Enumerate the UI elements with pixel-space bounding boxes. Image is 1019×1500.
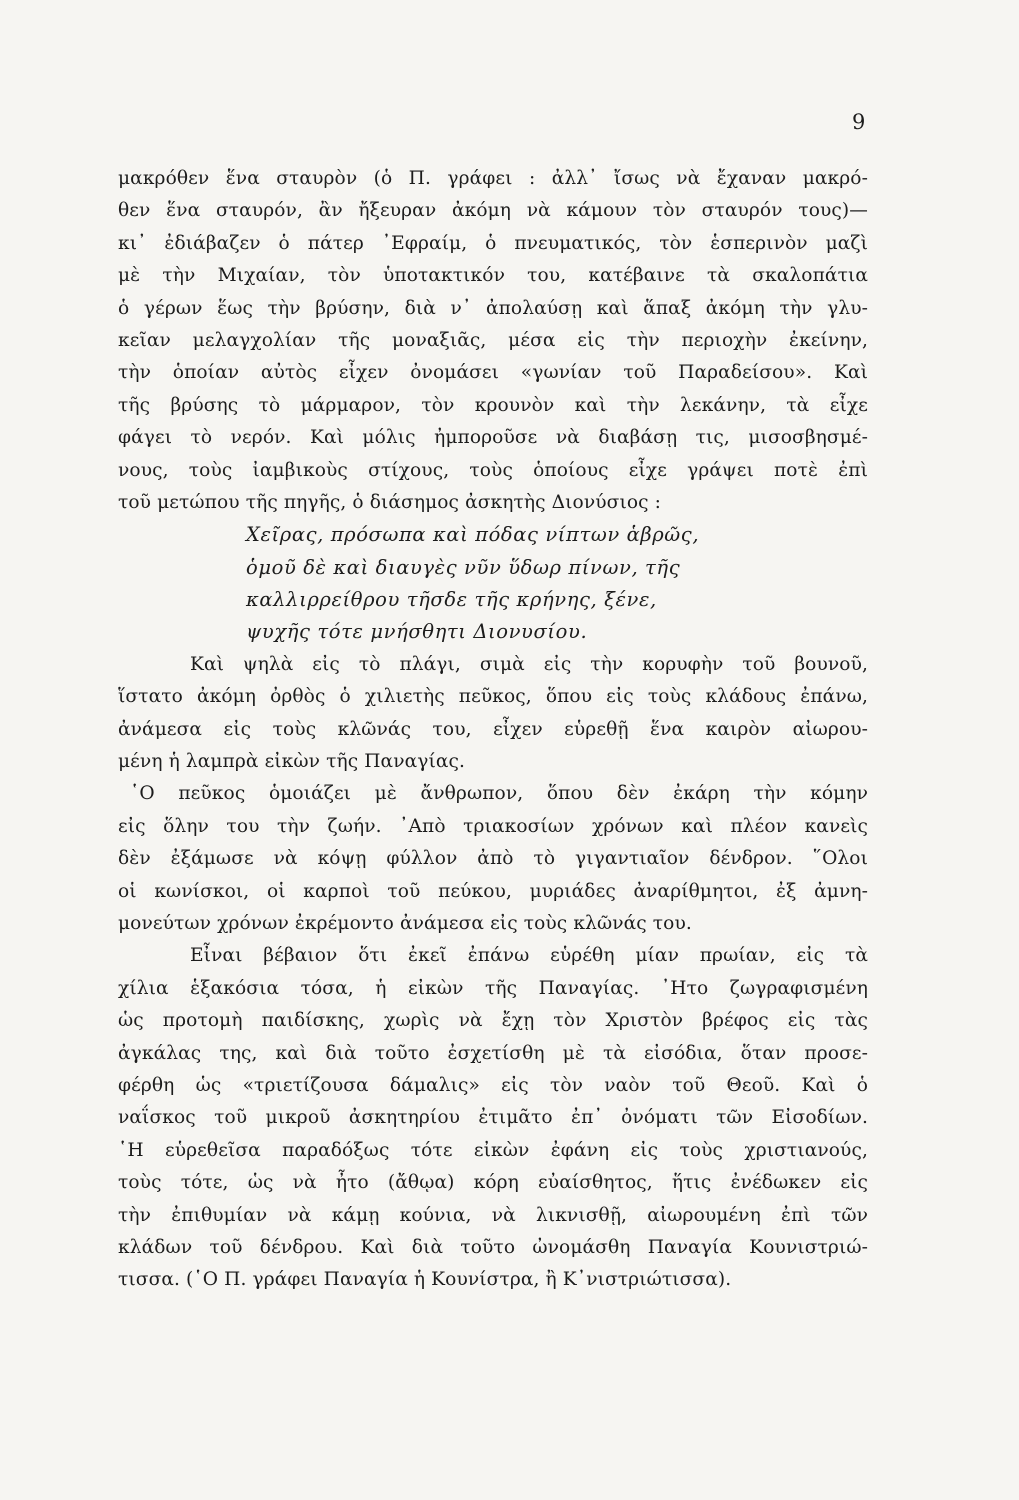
text-line: Εἶναι βέβαιον ὅτι ἐκεῖ ἐπάνω εὑρέθη μίαν πρωίαν, εἰς τὰ (190, 945, 868, 967)
verse-line: ψυχῆς τότε μνήσθητι Διονυσίου. (246, 620, 588, 644)
text-line: κεῖαν μελαγχολίαν τῆς μοναξιᾶς, μέσα εἰς τὴν περιοχὴν ἐκείνην, (118, 329, 868, 351)
text-line: ἀνάμεσα εἰς τοὺς κλῶνάς του, εἶχεν εὑρεθῇ ἕνα καιρὸν αἰωρου- (118, 718, 868, 740)
text-line: μένη ἡ λαμπρὰ εἰκὼν τῆς Παναγίας. (118, 751, 466, 773)
text-line: ναΐσκος τοῦ μικροῦ ἀσκητηρίου ἐτιμᾶτο ἐπ᾽ ὀνόματι τῶν Εἰσοδίων. (118, 1107, 868, 1129)
text-line: τοῦ μετώπου τῆς πηγῆς, ὁ διάσημος ἀσκητὴς Διονύσιος : (118, 491, 662, 513)
text-line: οἱ κωνίσκοι, οἱ καρποὶ τοῦ πεύκου, μυριάδες ἀναρίθμητοι, ἐξ ἀμνη- (118, 880, 868, 902)
text-line: φάγει τὸ νερόν. Καὶ μόλις ἠμποροῦσε νὰ διαβάσῃ τις, μισοσβησμέ- (118, 427, 868, 449)
text-line: δὲν ἐξάμωσε νὰ κόψῃ φύλλον ἀπὸ τὸ γιγαντιαῖον δένδρον. ῞Ολοι (118, 848, 868, 870)
body-text (118, 163, 868, 1297)
text-line: τῆς βρύσης τὸ μάρμαρον, τὸν κρουνὸν καὶ τὴν λεκάνην, τὰ εἶχε (118, 394, 868, 416)
text-line: τὴν ὁποίαν αὐτὸς εἶχεν ὀνομάσει «γωνίαν τοῦ Παραδείσου». Καὶ (118, 362, 868, 384)
verse-line: Χεῖρας, πρόσωπα καὶ πόδας νίπτων ἁβρῶς, (246, 523, 700, 547)
text-line: νους, τοὺς ἰαμβικοὺς στίχους, τοὺς ὁποίους εἶχε γράψει ποτὲ ἐπὶ (118, 459, 868, 481)
text-line: ἀγκάλας της, καὶ διὰ τοῦτο ἐσχετίσθη μὲ τὰ εἰσόδια, ὅταν προσε- (118, 1042, 868, 1064)
text-line: μονεύτων χρόνων ἐκρέμοντο ἀνάμεσα εἰς τοὺς κλῶνάς του. (118, 912, 692, 934)
text-line: ὡς προτομὴ παιδίσκης, χωρὶς νὰ ἔχῃ τὸν Χριστὸν βρέφος εἰς τὰς (118, 1010, 868, 1032)
text-line: ὁ γέρων ἕως τὴν βρύσην, διὰ ν᾽ ἀπολαύσῃ καὶ ἅπαξ ἀκόμη τὴν γλυ- (118, 297, 868, 319)
text-line: κλάδων τοῦ δένδρου. Καὶ διὰ τοῦτο ὠνομάσθη Παναγία Κουνιστριώ- (118, 1236, 868, 1258)
text-line: ἵστατο ἀκόμη ὀρθὸς ὁ χιλιετὴς πεῦκος, ὅπου εἰς τοὺς κλάδους ἐπάνω, (118, 686, 868, 708)
text-line: τοὺς τότε, ὡς νὰ ἦτο (ἄθῳα) κόρη εὐαίσθητος, ἥτις ἐνέδωκεν εἰς (118, 1172, 868, 1194)
text-line: κι᾽ ἐδιάβαζεν ὁ πάτερ ᾽Εφραίμ, ὁ πνευματικός, τὸν ἑσπερινὸν μαζὶ (118, 232, 868, 254)
text-line: εἰς ὅλην του τὴν ζωήν. ᾽Απὸ τριακοσίων χρόνων καὶ πλέον κανεὶς (118, 815, 868, 837)
text-line: φέρθη ὡς «τριετίζουσα δάμαλις» εἰς τὸν ναὸν τοῦ Θεοῦ. Καὶ ὁ (118, 1074, 868, 1096)
text-line: Καὶ ψηλὰ εἰς τὸ πλάγι, σιμὰ εἰς τὴν κορυφὴν τοῦ βουνοῦ, (190, 653, 868, 675)
text-line: μὲ τὴν Μιχαίαν, τὸν ὑποτακτικόν του, κατέβαινε τὰ σκαλοπάτια (118, 265, 868, 287)
text-line: ῾Η εὑρεθεῖσα παραδόξως τότε εἰκὼν ἐφάνη εἰς τοὺς χριστιανούς, (118, 1139, 868, 1161)
text-line: τισσα. (῾Ο Π. γράφει Παναγία ἡ Κουνίστρα, ἢ Κ᾽νιστριώτισσα). (118, 1269, 732, 1291)
text-line: ῾Ο πεῦκος ὁμοιάζει μὲ ἄνθρωπον, ὅπου δὲν ἐκάρη τὴν κόμην (130, 783, 868, 805)
text-line: θεν ἕνα σταυρόν, ἂν ἤξευραν ἀκόμη νὰ κάμουν τὸν σταυρόν τους)— (118, 200, 868, 222)
text-line: χίλια ἑξακόσια τόσα, ἡ εἰκὼν τῆς Παναγίας. ᾽Ητο ζωγραφισμένη (118, 977, 868, 999)
page-number: 9 (852, 110, 866, 134)
verse-line: καλλιρρείθρου τῆσδε τῆς κρήνης, ξένε, (246, 588, 657, 612)
verse-line: ὁμοῦ δὲ καὶ διαυγὲς νῦν ὕδωρ πίνων, τῆς (246, 555, 681, 579)
text-line: μακρόθεν ἕνα σταυρὸν (ὁ Π. γράφει : ἀλλ᾽ ἴσως νὰ ἔχαναν μακρό- (118, 168, 868, 189)
text-line: τὴν ἐπιθυμίαν νὰ κάμῃ κούνια, νὰ λικνισθῇ, αἰωρουμένη ἐπὶ τῶν (118, 1204, 868, 1226)
